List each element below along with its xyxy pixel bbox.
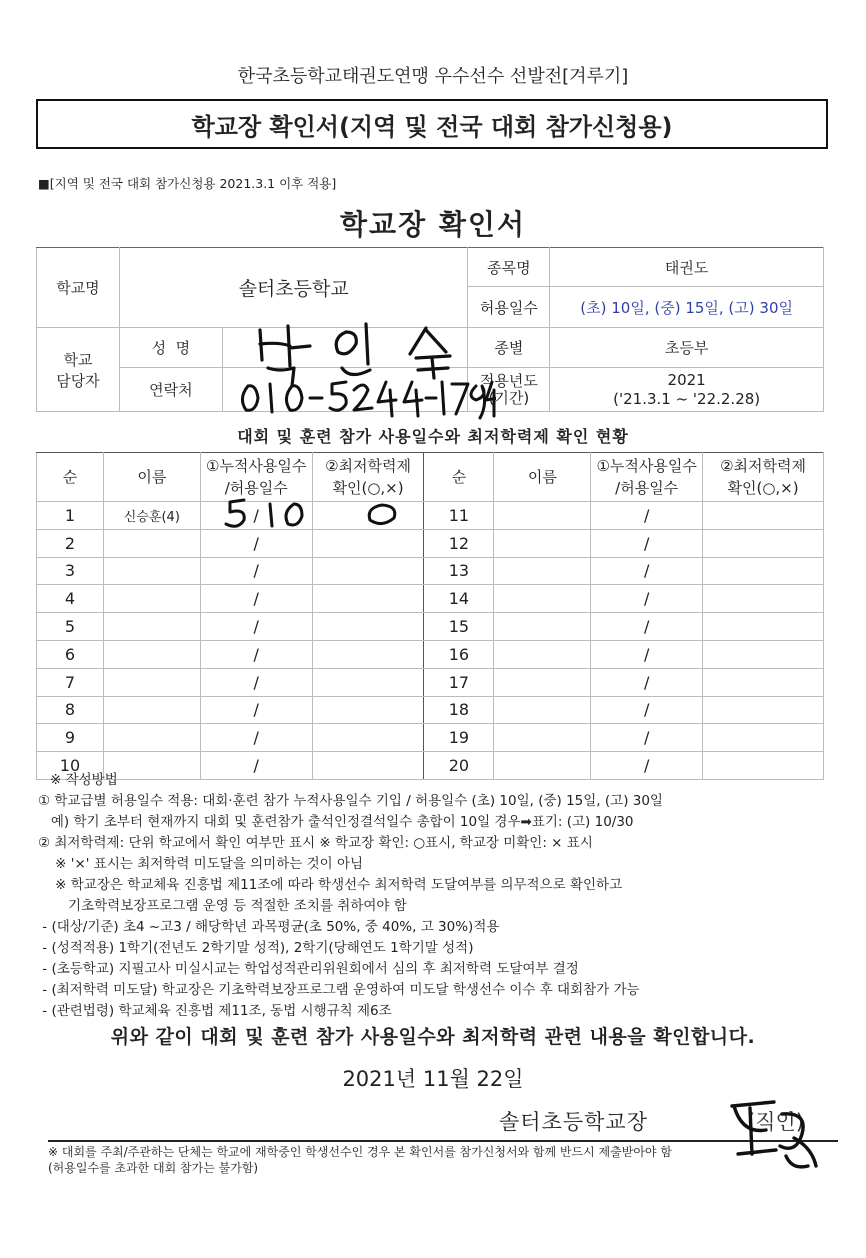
row-number: 10: [37, 752, 104, 780]
row-days: /: [591, 585, 703, 613]
row-days: /: [591, 668, 703, 696]
row-number: 18: [424, 696, 494, 724]
row-number: 20: [424, 752, 494, 780]
row-academic: [312, 668, 424, 696]
footnote-line2: (허용일수를 초과한 대회 참가는 불가함): [48, 1161, 259, 1175]
row-academic: [703, 613, 824, 641]
header-academic: ②최저학력제 확인(○,×): [312, 453, 424, 502]
confirmation-text: 위와 같이 대회 및 훈련 참가 사용일수와 최저학력 관련 내용을 확인합니다.: [110, 1026, 756, 1048]
handwritten-allowed-days: [264, 500, 314, 530]
row-number: 19: [424, 724, 494, 752]
row-name: [494, 557, 591, 585]
principal-name: 솔터초등학교장: [499, 1110, 649, 1134]
footnote-line1: ※ 대회를 주최/주관하는 단체는 학교에 재학중인 학생선수인 경우 본 확인서를 참가신청서와 함께 반드시 제출받아야 함: [48, 1145, 672, 1159]
row-name: [494, 724, 591, 752]
row-academic: [312, 557, 424, 585]
row-days: /: [591, 752, 703, 780]
row-name: [103, 613, 200, 641]
participation-table: [36, 452, 824, 780]
manager-label-line1: 학교: [63, 350, 93, 369]
year-value-period: ('21.3.1 ~ '22.2.28): [613, 389, 761, 408]
event-value: 태권도: [550, 248, 824, 287]
table-row: [37, 668, 824, 696]
row-number: 5: [37, 613, 104, 641]
row-days: /: [200, 752, 312, 780]
row-academic: [312, 613, 424, 641]
header-name: 이름: [494, 453, 591, 502]
seal-label: (직인): [747, 1110, 804, 1134]
row-days: /: [200, 502, 312, 530]
table-row: [37, 557, 824, 585]
row-number: 2: [37, 529, 104, 557]
header-days: ①누적사용일수 /허용일수: [591, 453, 703, 502]
contact-label: 연락처: [119, 368, 222, 412]
header-no: 순: [37, 453, 104, 502]
row-academic: [312, 640, 424, 668]
org-line: 한국초등학교태권도연맹 우수선수 선발전[겨루기]: [237, 66, 629, 87]
row-name: [494, 668, 591, 696]
row-academic: [703, 640, 824, 668]
row-name: [103, 557, 200, 585]
row-academic: [312, 696, 424, 724]
allowed-days-label: 허용일수: [468, 287, 550, 328]
footnote: [48, 1140, 838, 1176]
row-name: [494, 585, 591, 613]
row-days: /: [591, 529, 703, 557]
row-academic: [703, 502, 824, 530]
table-row: [37, 585, 824, 613]
row-number: 3: [37, 557, 104, 585]
header-name: 이름: [103, 453, 200, 502]
method-line: 예) 학기 초부터 현재까지 대회 및 훈련참가 출석인정결석일수 총합이 10일 경우➡표기: (고) 10/30: [38, 814, 634, 830]
row-days: /: [200, 724, 312, 752]
row-name: [103, 640, 200, 668]
row-name: [494, 613, 591, 641]
table-row: [37, 696, 824, 724]
row-name: [103, 668, 200, 696]
school-value: 솔터초등학교: [119, 248, 468, 328]
row-name: [494, 502, 591, 530]
row-days: /: [591, 557, 703, 585]
row-academic: [703, 529, 824, 557]
handwritten-used-days: [222, 496, 252, 530]
school-label: 학교명: [37, 248, 120, 328]
issue-date: 2021년 11월 22일: [342, 1067, 524, 1091]
row-academic: [703, 585, 824, 613]
row-name: 신승훈(4): [103, 502, 200, 530]
allowed-days-value: (초) 10일, (중) 15일, (고) 30일: [550, 287, 824, 328]
row-days: /: [200, 640, 312, 668]
document-title: 학교장 확인서(지역 및 전국 대회 참가신청용): [36, 99, 828, 149]
main-title: 학교장 확인서: [339, 208, 527, 241]
row-name: [494, 696, 591, 724]
row-name: [494, 529, 591, 557]
row-days: /: [591, 640, 703, 668]
section-title: 대회 및 훈련 참가 사용일수와 최저학력제 확인 현황: [237, 427, 629, 446]
row-name: [494, 640, 591, 668]
table-header-row: [37, 453, 824, 502]
row-days: /: [200, 613, 312, 641]
table-row: [37, 529, 824, 557]
row-academic: [703, 724, 824, 752]
row-name: [103, 724, 200, 752]
writing-method: [38, 770, 838, 1022]
row-days: /: [200, 696, 312, 724]
header-no: 순: [424, 453, 494, 502]
row-number: 9: [37, 724, 104, 752]
row-name: [103, 696, 200, 724]
table-row: [37, 502, 824, 530]
row-days: /: [591, 696, 703, 724]
row-academic: [312, 529, 424, 557]
row-number: 15: [424, 613, 494, 641]
principal-signature: [722, 1094, 822, 1180]
row-days: /: [200, 668, 312, 696]
method-line: ② 최저학력제: 단위 학교에서 확인 여부만 표시 ※ 학교장 확인: ○표시, 학교장 미확인: × 표시: [38, 835, 593, 851]
handwritten-phone: [236, 376, 496, 424]
event-label: 종목명: [468, 248, 550, 287]
row-days: /: [200, 529, 312, 557]
method-line: 기초학력보장프로그램 운영 등 적절한 조치를 취하여야 함: [38, 898, 407, 914]
handwritten-academic-mark: [362, 502, 402, 528]
row-academic: [703, 668, 824, 696]
method-line: - (관련법령) 학교체육 진흥법 제11조, 동법 시행규칙 제6조: [38, 1003, 392, 1019]
class-label: 종별: [468, 328, 550, 368]
table-row: [37, 613, 824, 641]
apply-note: ■[지역 및 전국 대회 참가신청용 2021.3.1 이후 적용]: [38, 176, 337, 191]
row-academic: [703, 696, 824, 724]
method-line: ① 학교급별 허용일수 적용: 대회·훈련 참가 누적사용일수 기입 / 허용일수 (초) 10일, (중) 15일, (고) 30일: [38, 793, 663, 809]
row-days: /: [200, 557, 312, 585]
manager-label-line2: 담당자: [56, 371, 100, 390]
row-academic: [703, 557, 824, 585]
row-days: /: [200, 585, 312, 613]
year-label-line1: 적용년도: [479, 371, 538, 390]
name-label: 성 명: [119, 328, 222, 368]
row-number: 1: [37, 502, 104, 530]
row-number: 12: [424, 529, 494, 557]
header-days: ①누적사용일수 /허용일수: [200, 453, 312, 502]
row-number: 8: [37, 696, 104, 724]
year-value: [550, 368, 824, 412]
row-number: 16: [424, 640, 494, 668]
row-number: 11: [424, 502, 494, 530]
year-label-line2: (기간): [488, 388, 530, 407]
row-name: [103, 529, 200, 557]
method-line: ※ '×' 표시는 최저학력 미도달을 의미하는 것이 아님: [38, 856, 364, 872]
method-line: ※ 학교장은 학교체육 진흥법 제11조에 따라 학생선수 최저학력 도달여부를 의무적으로 확인하고: [38, 877, 623, 893]
row-days: /: [591, 613, 703, 641]
row-days: /: [591, 724, 703, 752]
row-name: [103, 585, 200, 613]
table-row: [37, 640, 824, 668]
row-number: 13: [424, 557, 494, 585]
row-academic: [312, 585, 424, 613]
year-value-year: 2021: [667, 370, 706, 389]
method-line: - (초등학교) 지필고사 미실시교는 학업성적관리위원회에서 심의 후 최저학력 도달여부 결정: [38, 961, 579, 977]
row-number: 6: [37, 640, 104, 668]
manager-label: [37, 328, 120, 412]
row-number: 14: [424, 585, 494, 613]
method-title: ※ 작성방법: [50, 772, 118, 788]
row-number: 4: [37, 585, 104, 613]
table-row: [37, 724, 824, 752]
row-number: 7: [37, 668, 104, 696]
class-value: 초등부: [550, 328, 824, 368]
header-academic: ②최저학력제 확인(○,×): [703, 453, 824, 502]
row-academic: [312, 724, 424, 752]
method-line: - (성적적용) 1학기(전년도 2학기말 성적), 2학기(당해연도 1학기말 성적): [38, 940, 474, 956]
row-number: 17: [424, 668, 494, 696]
row-days: /: [591, 502, 703, 530]
method-line: - (최저학력 미도달) 학교장은 기초학력보장프로그램 운영하여 미도달 학생선수 이수 후 대회참가 가능: [38, 982, 640, 998]
method-line: - (대상/기준) 초4 ~고3 / 해당학년 과목평균(초 50%, 중 40%, 고 30%)적용: [38, 919, 500, 935]
